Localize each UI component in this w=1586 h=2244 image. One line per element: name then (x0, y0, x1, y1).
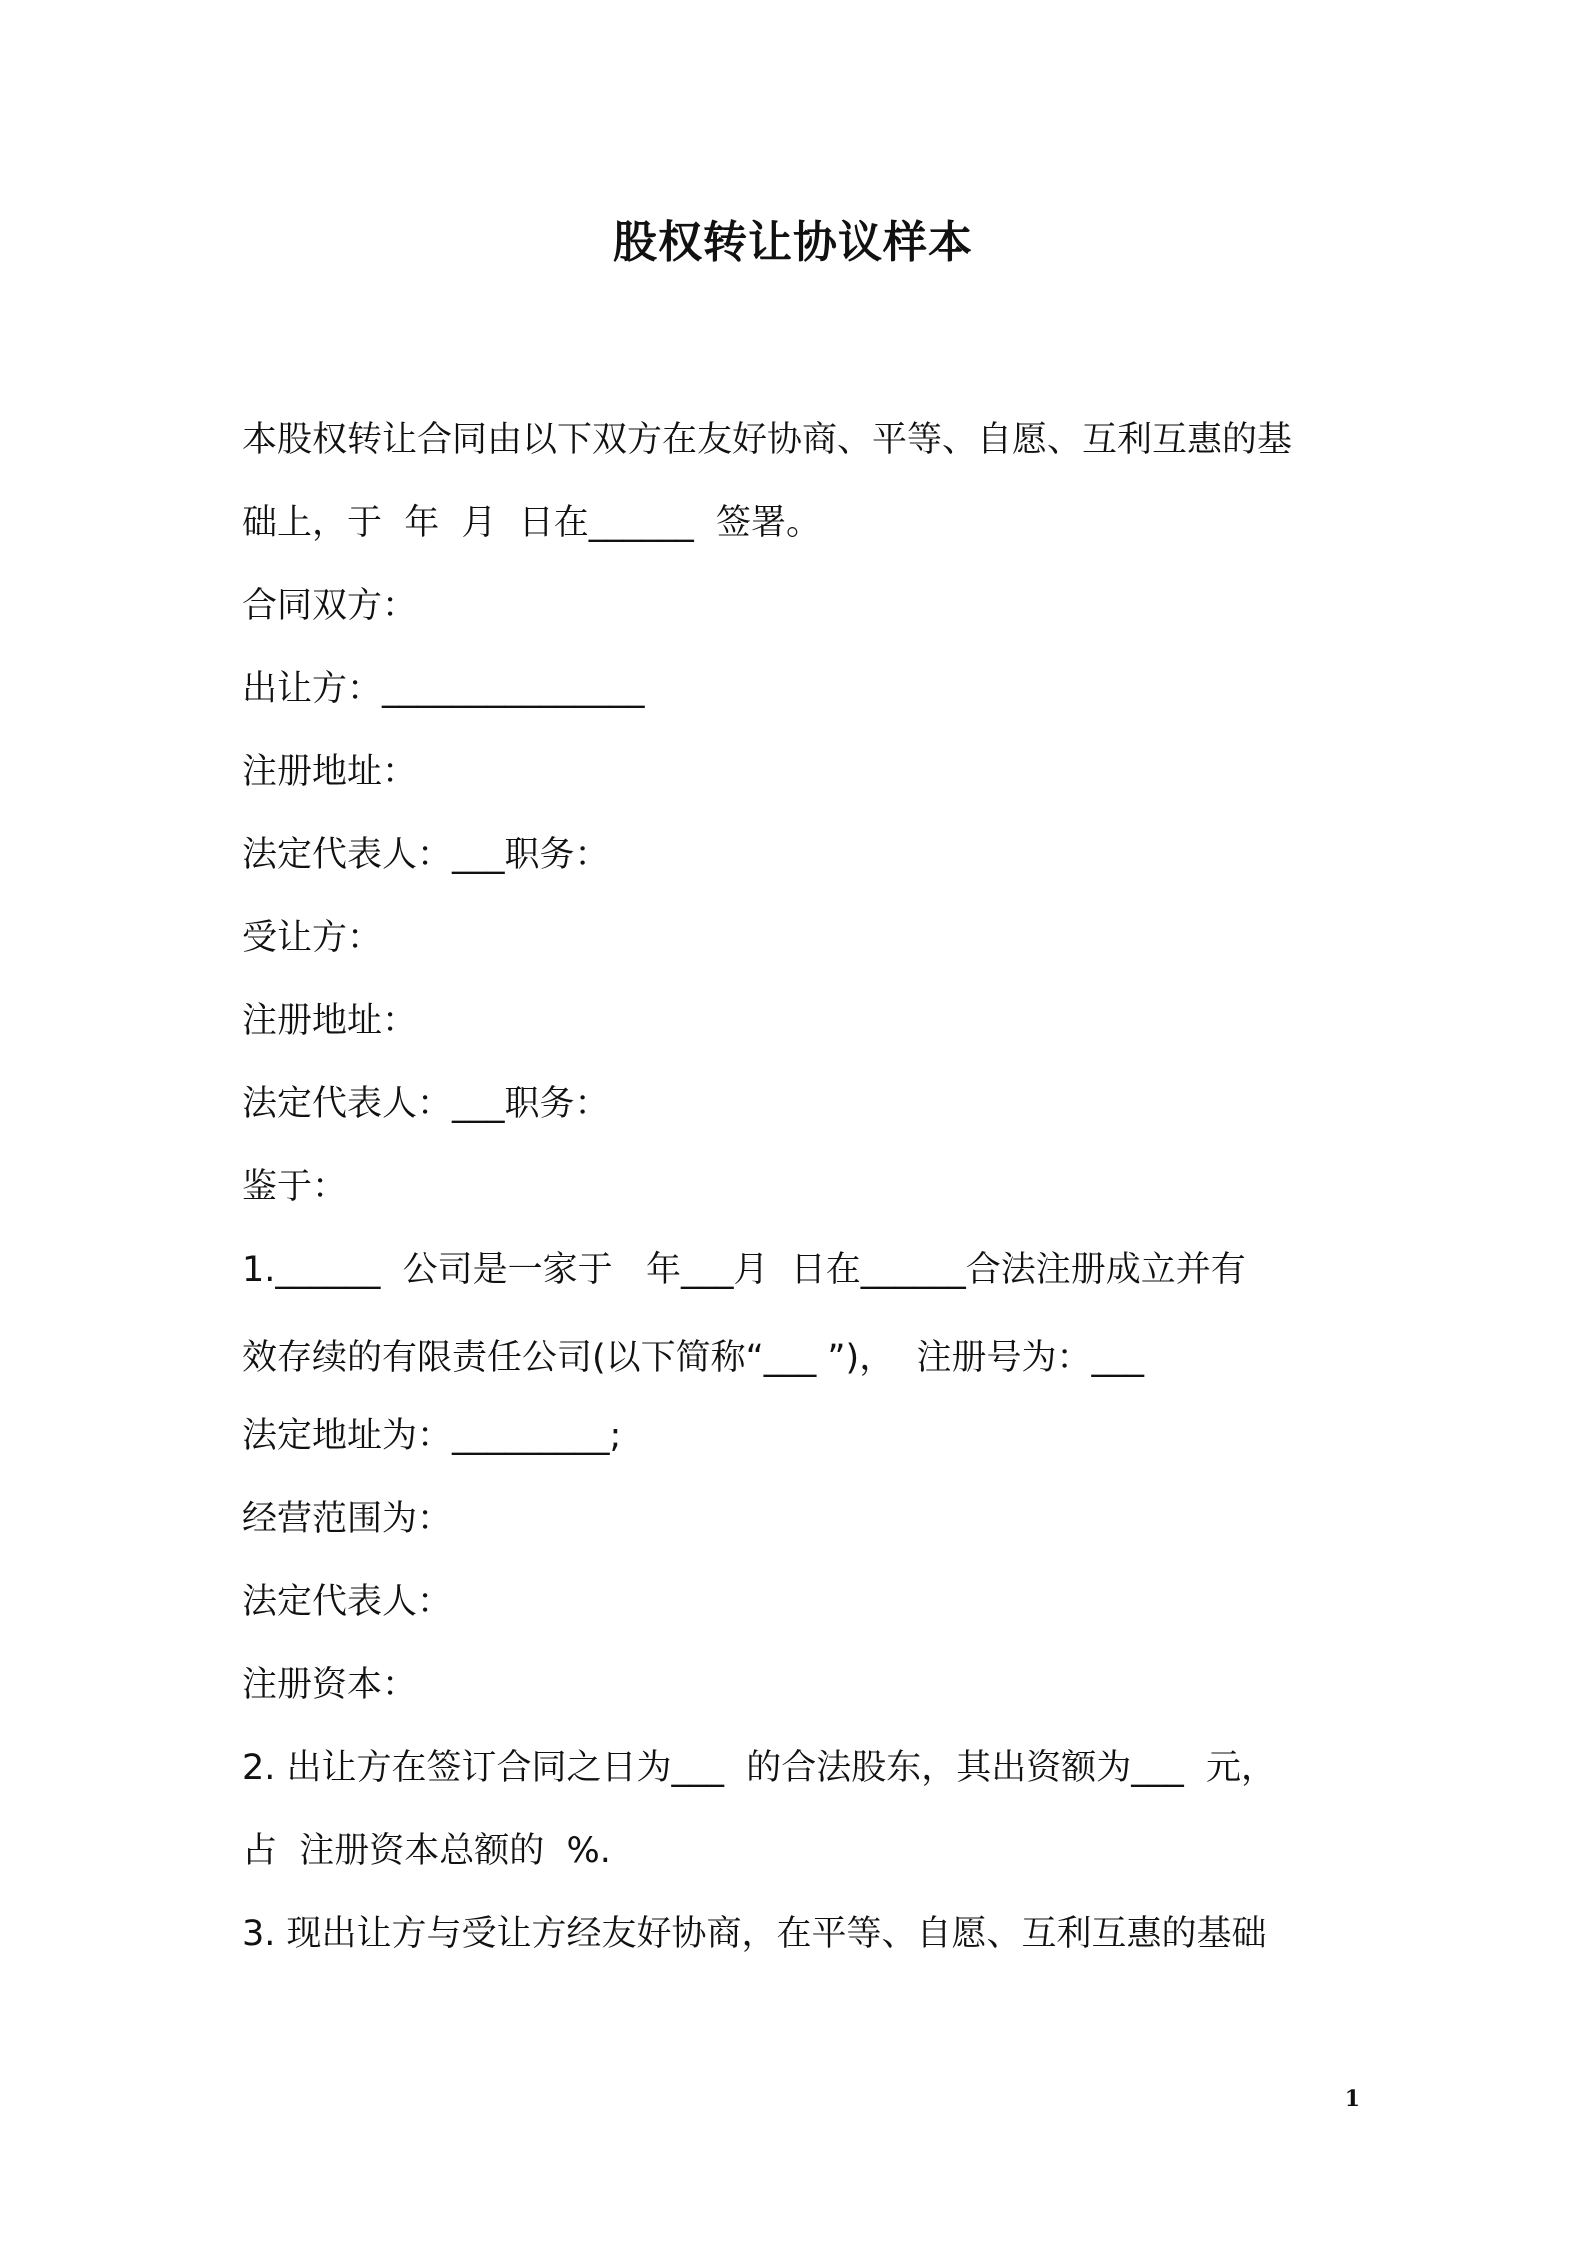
text-line: 3. 现出让方与受让方经友好协商，在平等、自愿、互利互惠的基础 (242, 1914, 1267, 1954)
text-line: 法定代表人： (242, 1582, 453, 1622)
text-line: 注册地址： (242, 752, 418, 792)
text-line: 法定代表人：___职务： (242, 835, 610, 875)
text-line: 占 注册资本总额的 %. (242, 1831, 611, 1871)
text-line: 1.______ 公司是一家于 年___月 日在______合法注册成立并有 (242, 1250, 1246, 1290)
text-line: 出让方：_______________ (242, 669, 645, 709)
text-line: 鉴于： (242, 1167, 348, 1207)
text-line: 注册地址： (242, 1001, 418, 1041)
text-line: 法定地址为：_________; (242, 1416, 622, 1456)
text-line: 注册资本： (242, 1665, 418, 1705)
text-line: 效存续的有限责任公司(以下简称“___ ”)， 注册号为：___ (242, 1338, 1144, 1378)
page-number: 1 (1344, 2086, 1360, 2112)
text-line: 合同双方： (242, 586, 418, 626)
text-line: 受让方： (242, 918, 383, 958)
text-line: 法定代表人：___职务： (242, 1084, 610, 1124)
text-line: 经营范围为： (242, 1499, 453, 1539)
document-title: 股权转让协议样本 (613, 217, 973, 268)
text-line: 础上，于 年 月 日在______ 签署。 (242, 503, 822, 543)
text-line: 2. 出让方在签订合同之日为___ 的合法股东，其出资额为___ 元， (242, 1748, 1277, 1788)
text-line: 本股权转让合同由以下双方在友好协商、平等、自愿、互利互惠的基 (242, 420, 1293, 460)
